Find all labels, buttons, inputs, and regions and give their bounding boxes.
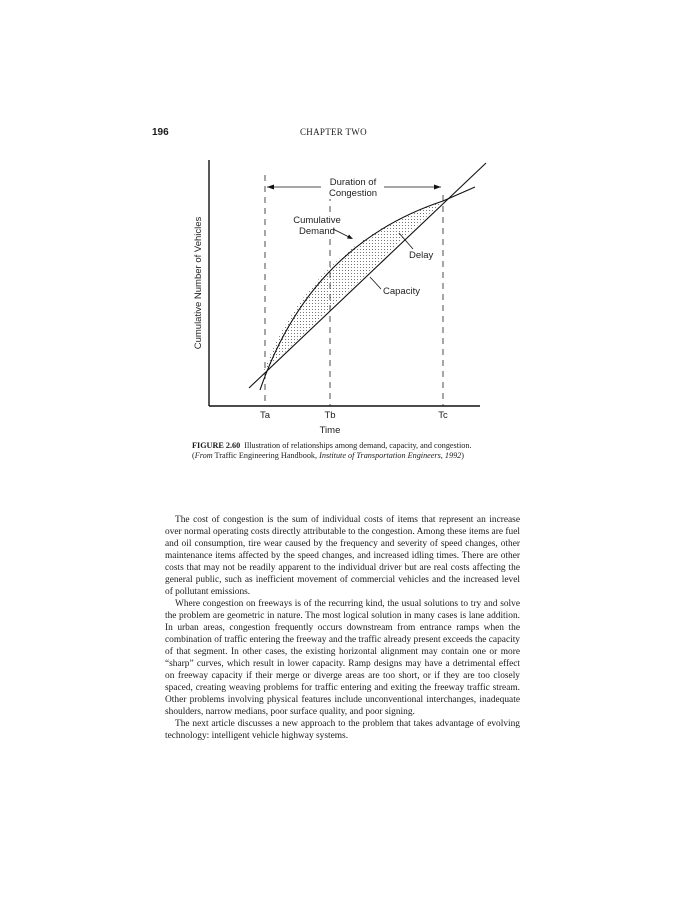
caption-source-org: Institute of Transportation Engineers, 1992 [319,451,462,460]
congestion-chart [185,155,490,440]
tick-tb: Tb [324,410,336,421]
figure-2-60 [185,155,490,440]
paragraph: Where congestion on freeways is of the recurring kind, the usual solutions to try and solve the problem are geometric in nature. The most logical solution in many cases is lane addition. In urban areas, congestion frequently occurs downstream from entrance ramps when the combination of traffic entering the freeway and the traffic already present exceeds the capacity of that segment. In other cases, the existing horizontal alignment may contain one or more “sharp” curves, which result in lower capacity. Ramp designs may have a detrimental effect on freeway capacity if their merge or diverge areas are too short, or if they are too closely spaced, creating weaving problems for traffic entering and exiting the freeway traffic stream. Other problems involving physical features include unconventional interchanges, inadequate shoulders, narrow medians, poor surface quality, and poor signing. [165,599,520,717]
caption-text: Illustration of relationships among demand, capacity, and congestion. ( [192,441,472,460]
caption-source-title: Traffic Engineering Handbook, [212,451,320,460]
cumulative-demand-label-2: Demand [299,226,335,237]
page-number: 196 [152,127,169,138]
body-text [165,514,520,742]
duration-label: Duration of [329,177,377,188]
duration-label-2: Congestion [328,188,378,199]
tick-ta: Ta [259,410,271,421]
x-axis-label: Time [319,425,341,436]
delay-label: Delay [409,250,434,261]
figure-caption [192,441,484,461]
running-head: CHAPTER TWO [300,127,367,137]
capacity-leader [370,277,381,289]
figure-label: FIGURE 2.60 [192,441,241,450]
paragraph: The next article discusses a new approach to the problem that takes advantage of evolving technology: intelligent vehicle highway systems. [165,719,520,741]
y-axis-label: Cumulative Number of Vehicles [193,216,204,350]
paragraph: The cost of congestion is the sum of individual costs of items that represent an increase over normal operating costs directly attributable to the congestion. Among these items are fuel and oil consumption, tire wear caused by the frequency and severity of speed changes, other maintenance items affected by the speed changes, and increased idling times. There are other costs that may not be readily apparent to the individual driver but are real costs affecting the general public, such as inefficient movement of commercial vehicles and the increased level of pollutant emissions. [165,515,520,597]
capacity-label: Capacity [383,286,420,297]
caption-from: From [194,451,213,460]
caption-close: ) [461,451,465,460]
cumulative-demand-label: Cumulative [293,215,341,226]
tick-tc: Tc [438,410,448,421]
